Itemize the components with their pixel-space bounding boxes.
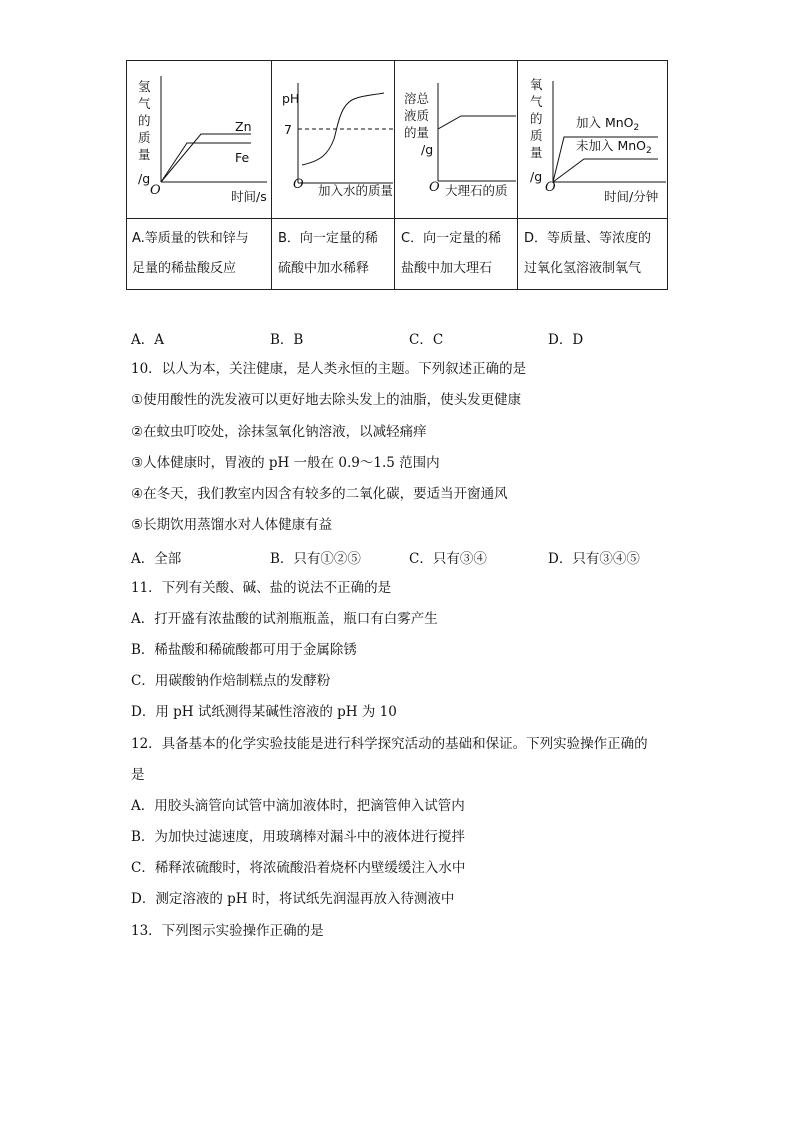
q10-statement-5: ⑤长期饮用蒸馏水对人体健康有益 [131,517,333,533]
graph-d-label-with-mno2: 加入 MnO$_2$ [576,115,640,133]
svg-text:量: 量 [530,145,543,160]
graph-c [395,61,517,218]
q9-graph-table [126,60,668,290]
graph-b-origin: O [293,177,304,192]
graph-d-x-label: 时间/分钟 [604,189,659,204]
graph-a-y-label [138,79,151,186]
graph-d [518,61,668,218]
graph-d-origin: O [545,180,556,195]
q12-stem-line-2: 是 [131,767,145,783]
caption-a: A.等质量的铁和锌与 足量的稀盐酸反应 [132,231,249,276]
graph-a-fe-label: Fe [235,150,250,165]
graph-d-without-mno2-curve [553,159,658,182]
q10-statement-2: ②在蚊虫叮咬处，涂抹氢氧化钠溶液，以减轻痛痒 [131,424,427,440]
svg-text:的: 的 [138,113,151,128]
svg-text:气: 气 [138,96,151,111]
q12-option-b[interactable]: B．为加快过滤速度，用玻璃棒对漏斗中的液体进行搅拌 [131,829,465,845]
svg-text:氧: 氧 [530,77,543,92]
graph-d-y-label [530,77,543,184]
q9-option-c[interactable]: C．C [409,332,444,348]
svg-text:/g: /g [530,169,543,184]
graph-c-x-label: 大理石的质 [445,183,508,198]
svg-text:/g: /g [421,142,434,157]
q11-stem: 11．下列有关酸、碱、盐的说法不正确的是 [131,580,392,596]
q13-stem: 13．下列图示实验操作正确的是 [131,923,324,939]
svg-text:溶总: 溶总 [404,91,430,106]
svg-text:量: 量 [138,147,151,162]
q9-option-d[interactable]: D．D [548,332,584,348]
table-divider [127,218,667,219]
q10-statement-4: ④在冬天，我们教室内因含有较多的二氧化碳，要适当开窗通风 [131,486,508,502]
caption-c: C．向一定量的稀 盐酸中加大理石 [401,231,502,276]
q10-option-c[interactable]: C．只有③④ [409,551,487,567]
svg-text:的: 的 [530,111,543,126]
svg-text:质: 质 [530,128,543,143]
graph-a-origin: O [150,183,161,198]
q9-option-b[interactable]: B．B [270,332,304,348]
q12-stem-line-1: 12．具备基本的化学实验技能是进行科学探究活动的基础和保证。下列实验操作正确的 [131,736,648,752]
graph-c-y-label [404,91,433,157]
q12-option-d[interactable]: D．测定溶液的 pH 时，将试纸先润湿再放入待测液中 [131,891,455,907]
q10-statement-1: ①使用酸性的洗发液可以更好地去除头发上的油脂，使头发更健康 [131,392,522,408]
q10-option-d[interactable]: D．只有③④⑤ [548,551,640,567]
q11-option-a[interactable]: A．打开盛有浓盐酸的试剂瓶瓶盖，瓶口有白雾产生 [131,611,438,627]
q11-option-b[interactable]: B．稀盐酸和稀硫酸都可用于金属除锈 [131,642,357,658]
graph-d-label-without-mno2: 未加入 MnO$_2$ [576,138,652,156]
graph-a-x-label: 时间/s [231,189,267,204]
svg-text:液质: 液质 [404,108,430,123]
q10-stem: 10．以人为本，关注健康，是人类永恒的主题。下列叙述正确的是 [131,361,527,377]
graph-b-x-label: 加入水的质量 [318,183,394,198]
graph-b-y-label: pH [282,91,300,106]
svg-text:氢: 氢 [138,79,151,94]
graph-c-origin: O [429,180,440,195]
svg-text:的量: 的量 [404,125,430,140]
caption-b: B．向一定量的稀 硫酸中加水稀释 [278,231,378,276]
q9-option-a[interactable]: A．A [131,332,164,348]
graph-b [272,61,394,218]
q11-option-c[interactable]: C．用碳酸钠作焙制糕点的发酵粉 [131,673,331,689]
svg-text:/g: /g [138,171,151,186]
graph-c-curve [438,116,516,129]
q10-statement-3: ③人体健康时，胃液的 pH 一般在 0.9～1.5 范围内 [131,455,440,471]
q11-option-d[interactable]: D．用 pH 试纸测得某碱性溶液的 pH 为 10 [131,704,397,720]
caption-d: D．等质量、等浓度的 过氧化氢溶液制氧气 [524,231,652,276]
graph-a-zn-label: Zn [235,119,252,134]
q10-option-a[interactable]: A．全部 [131,551,182,567]
svg-text:质: 质 [138,130,151,145]
graph-a [127,61,271,218]
svg-text:气: 气 [530,94,543,109]
graph-b-y-tick: 7 [284,122,292,137]
q10-option-b[interactable]: B．只有①②⑤ [270,551,361,567]
q12-option-a[interactable]: A．用胶头滴管向试管中滴加液体时，把滴管伸入试管内 [131,798,465,814]
q12-option-c[interactable]: C．稀释浓硫酸时，将浓硫酸沿着烧杯内壁缓缓注入水中 [131,860,466,876]
